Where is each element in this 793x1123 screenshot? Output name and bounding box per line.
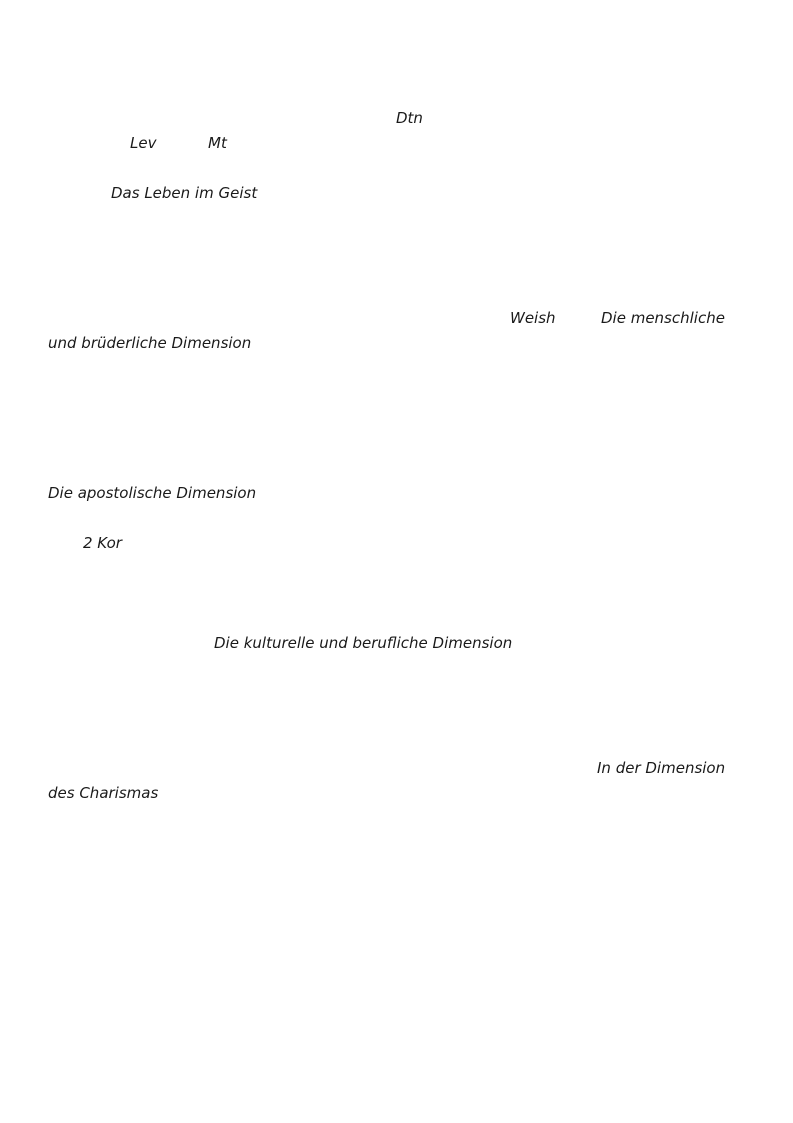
- section-heading-menschliche-part2: und brüderliche Dimension: [48, 334, 252, 352]
- bible-reference-mt: Mt: [208, 134, 227, 152]
- section-heading-kulturelle: Die kulturelle und berufliche Dimension: [214, 634, 513, 652]
- bible-reference-2-kor: 2 Kor: [83, 534, 122, 552]
- section-heading-charisma-part1: In der Dimension: [597, 759, 726, 777]
- section-heading-menschliche-part1: Die menschliche: [601, 309, 725, 327]
- section-heading-charisma-part2: des Charismas: [48, 784, 159, 802]
- bible-reference-lev: Lev: [130, 134, 157, 152]
- section-heading-leben-im-geist: Das Leben im Geist: [111, 184, 258, 202]
- bible-reference-weish: Weish: [510, 309, 556, 327]
- bible-reference-dtn: Dtn: [396, 109, 423, 127]
- section-heading-apostolische: Die apostolische Dimension: [48, 484, 257, 502]
